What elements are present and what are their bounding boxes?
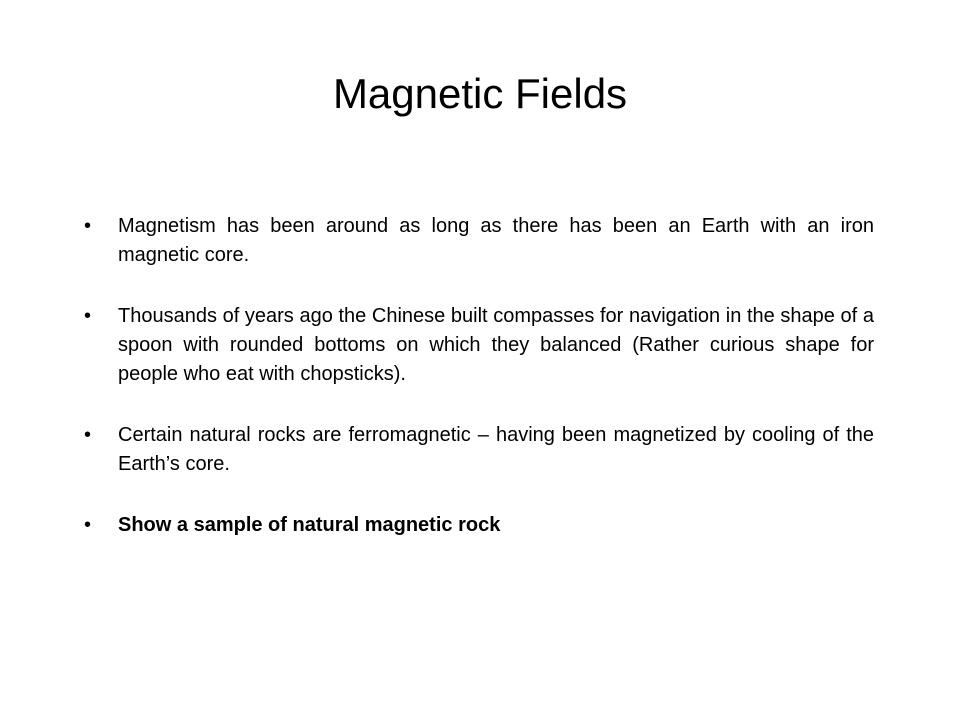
bullet-text: Thousands of years ago the Chinese built compasses for navigation in the shape of a spoon with rounded bottoms on which they balanced (Rather curious shape for people who eat with chopsticks). xyxy=(118,305,874,385)
bullet-text: Magnetism has been around as long as there has been an Earth with an iron magnetic core. xyxy=(118,215,874,266)
bullet-text-emphasis: Show a sample of natural magnetic rock xyxy=(118,514,501,536)
bullet-dot: • xyxy=(84,305,92,327)
bullet-item xyxy=(84,212,874,270)
bullet-dot: • xyxy=(84,514,92,536)
bullet-list xyxy=(84,212,874,572)
bullet-item xyxy=(84,302,874,389)
bullet-item xyxy=(84,421,874,479)
slide-title: Magnetic Fields xyxy=(332,70,628,117)
bullet-dot: • xyxy=(84,424,92,446)
bullet-text: Certain natural rocks are ferromagnetic – having been magnetized by cooling of the Earth’s core. xyxy=(118,424,874,475)
bullet-item xyxy=(84,511,874,540)
bullet-dot: • xyxy=(84,215,92,237)
